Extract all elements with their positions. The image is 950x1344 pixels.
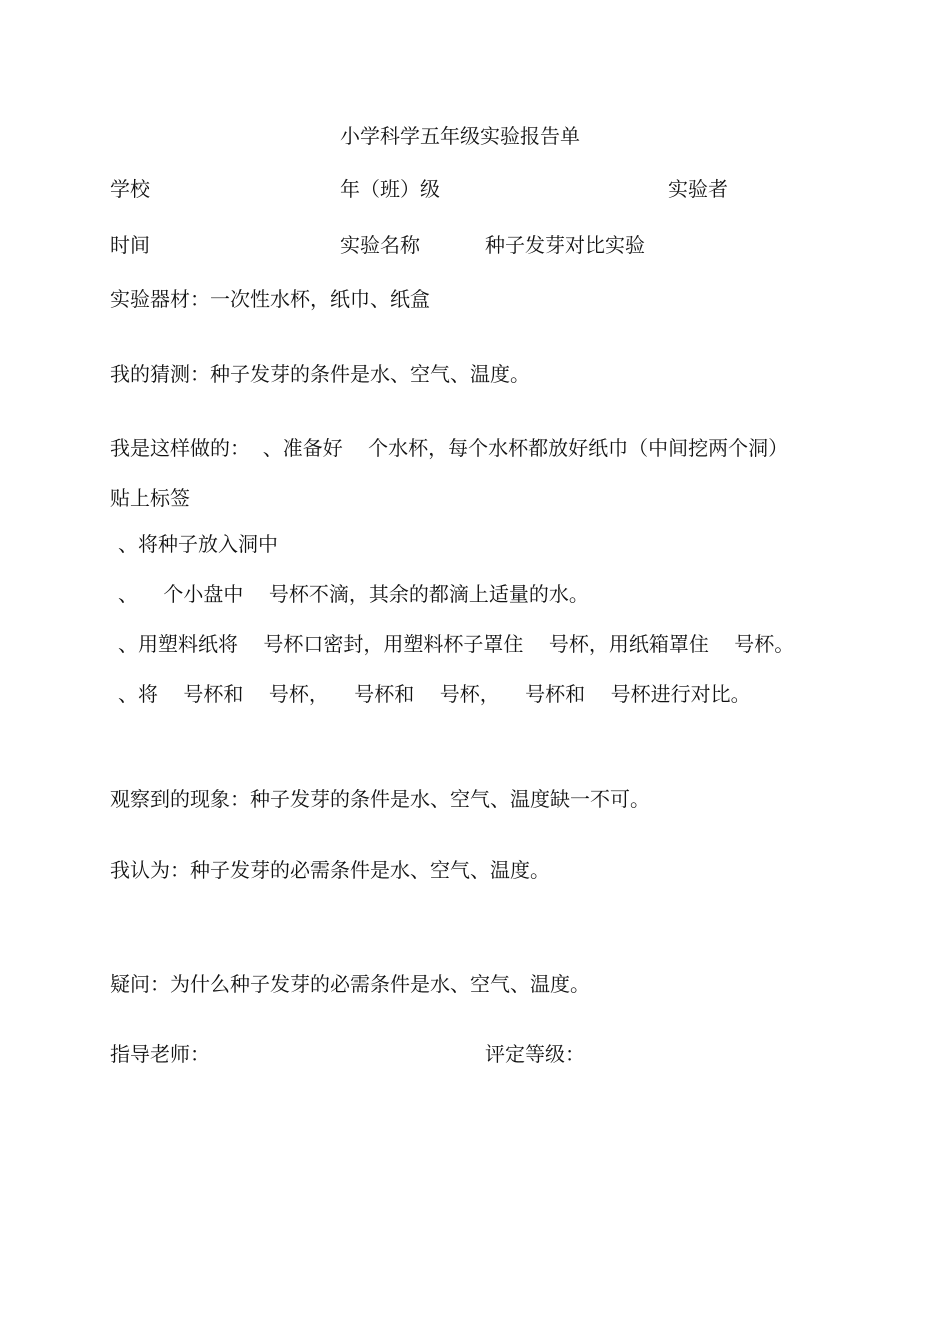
page-title: 小学科学五年级实验报告单 [340, 124, 580, 148]
procedure-step: 、将 号杯和 号杯， 号杯和 号杯， 号杯和 号杯进行对比。 [118, 682, 751, 706]
experiment-name-value: 种子发芽对比实验 [485, 233, 645, 257]
procedure-step: 、 个小盘中 号杯不滴，其余的都滴上适量的水。 [118, 582, 589, 606]
question-line: 疑问：为什么种子发芽的必需条件是水、空气、温度。 [110, 972, 590, 996]
procedure-intro-continued: 贴上标签 [110, 486, 190, 510]
evaluation-grade-label: 评定等级： [485, 1042, 585, 1066]
hypothesis-line: 我的猜测：种子发芽的条件是水、空气、温度。 [110, 362, 530, 386]
conclusion-line: 我认为：种子发芽的必需条件是水、空气、温度。 [110, 858, 550, 882]
procedure-intro: 我是这样做的： 、准备好 个水杯，每个水杯都放好纸巾（中间挖两个洞） [110, 436, 789, 460]
procedure-step: 、用塑料纸将 号杯口密封，用塑料杯子罩住 号杯，用纸箱罩住 号杯。 [118, 632, 795, 656]
time-label: 时间 [110, 233, 150, 257]
observation-line: 观察到的现象：种子发芽的条件是水、空气、温度缺一不可。 [110, 787, 650, 811]
materials-line: 实验器材：一次性水杯，纸巾、纸盒 [110, 287, 430, 311]
procedure-step: 、将种子放入洞中 [118, 532, 278, 556]
school-label: 学校 [110, 177, 150, 201]
experiment-name-label: 实验名称 [340, 233, 420, 257]
grade-class-label: 年（班）级 [340, 177, 440, 201]
experimenter-label: 实验者 [668, 177, 728, 201]
teacher-label: 指导老师： [110, 1042, 210, 1066]
